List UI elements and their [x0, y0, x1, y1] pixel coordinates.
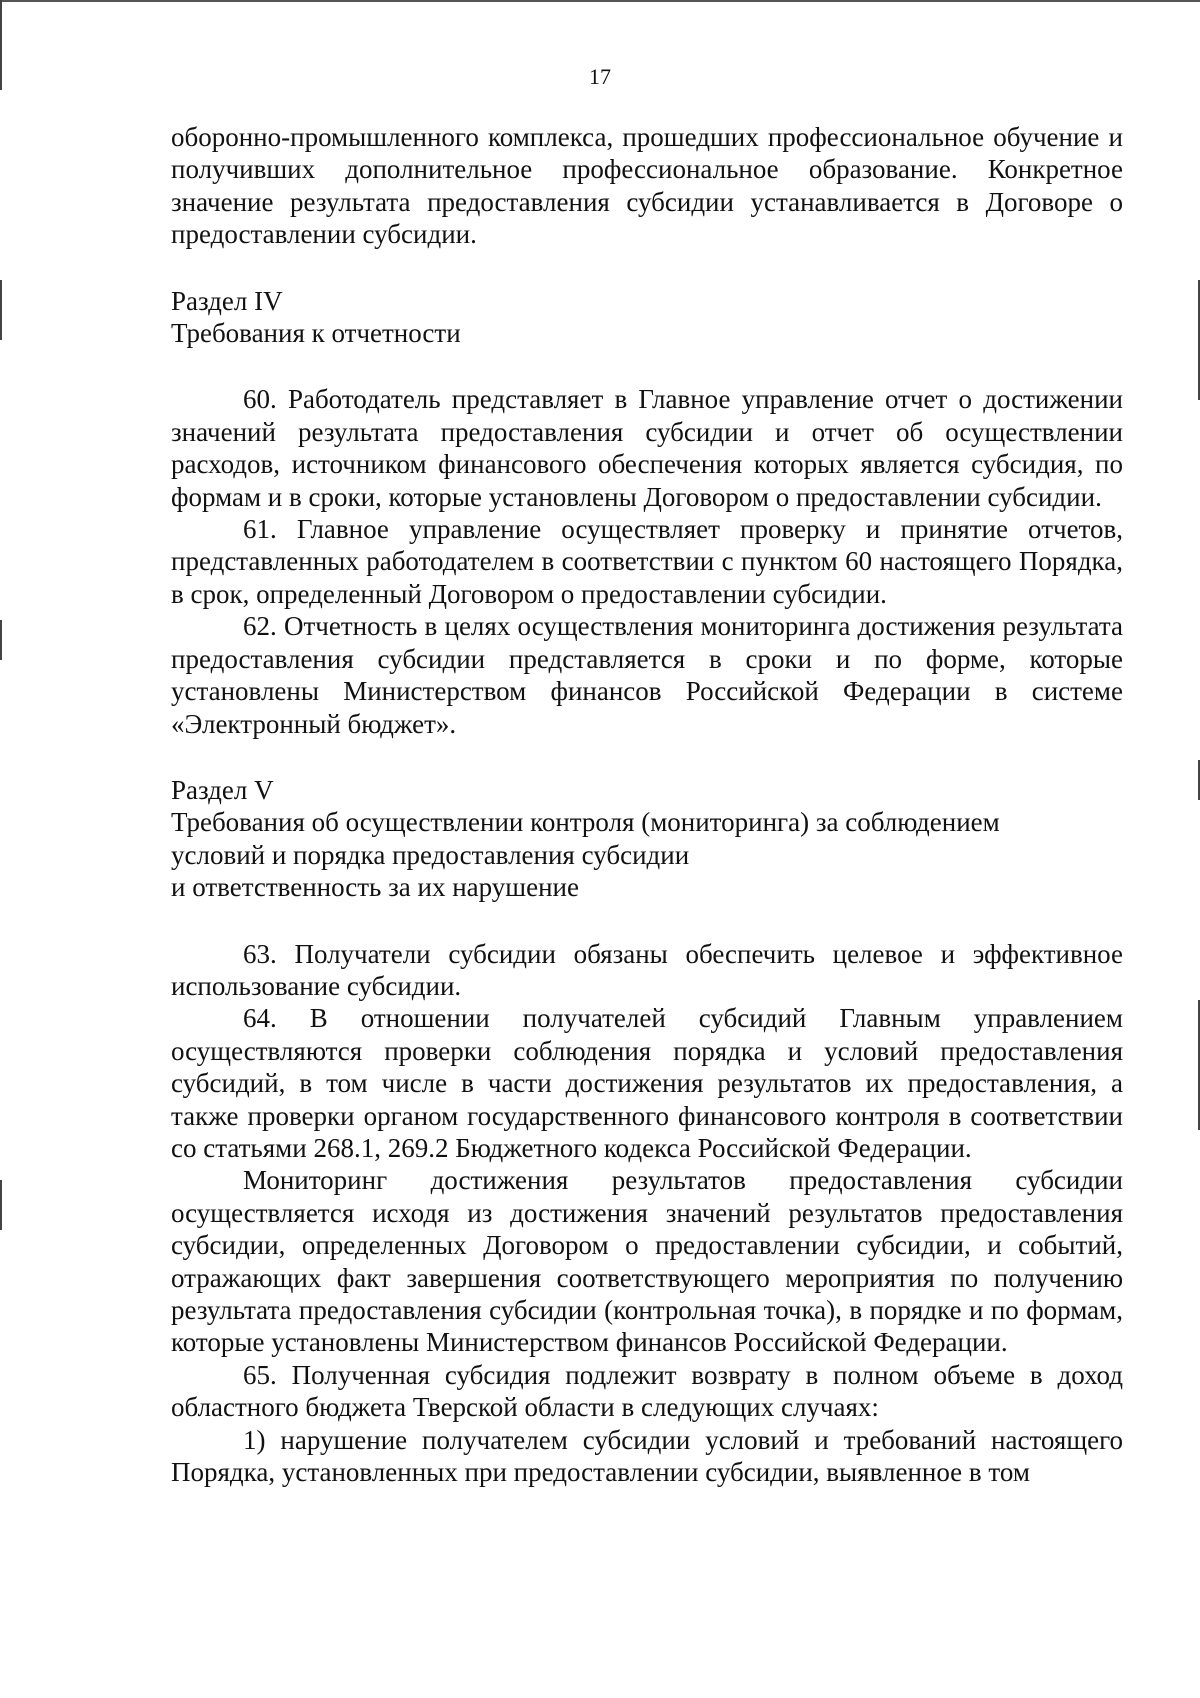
paragraph-65: 65. Полученная субсидия подлежит возврату в полном объеме в доход областного бюджета Тверской области в следующих случаях:	[171, 1359, 1123, 1423]
page-number: 17	[589, 64, 611, 89]
section-5-title-line-2: условий и порядка предоставления субсидии	[171, 839, 690, 870]
paragraph-65-item-1: 1) нарушение получателем субсидии условий и требований настоящего Порядка, установленных при предоставлении субсидии, выявленное в том	[171, 1424, 1123, 1488]
paragraph-62: 62. Отчетность в целях осуществления мониторинга достижения результата предоставления субсидии представляется в сроки и по форме, которые установлены Министерством финансов Российской Федерации в системе «Электронный бюджет».	[171, 611, 1123, 739]
left-edge-mark	[0, 1180, 2, 1230]
paragraph-63: 63. Получатели субсидии обязаны обеспечить целевое и эффективное использование субсидии.	[171, 938, 1123, 1001]
section-5-title-line-1: Требования об осуществлении контроля (мониторинга) за соблюдением	[171, 807, 1000, 838]
top-edge-rule	[0, 0, 1200, 2]
paragraph-continuation: оборонно-промышленного комплекса, прошедших профессиональное обучение и получивших дополнительное профессиональное образование. Конкретное значение результата предоставления субсидии устанавливается в Договоре о предоставлении субсидии.	[171, 122, 1123, 250]
paragraph-60: 60. Работодатель представляет в Главное управление отчет о достижении значений результата предоставления субсидии и отчет об осуществлении расходов, источником финансового обеспечения которых является субсидия, по формам и в сроки, которые установлены Договором о предоставлении субсидии.	[171, 384, 1123, 512]
document-body	[171, 121, 1123, 1488]
paragraph-61: 61. Главное управление осуществляет проверку и принятие отчетов, представленных работодателем в соответствии с пунктом 60 настоящего Порядка, в срок, определенный Договором о предоставлении субсидии.	[171, 514, 1123, 609]
left-edge-mark	[0, 620, 2, 660]
section-4-title: Требования к отчетности	[171, 318, 461, 349]
paragraph-monitoring: Мониторинг достижения результатов предоставления субсидии осуществляется исходя из достижения значений результатов предоставления субсидии, определенных Договором о предоставлении субсидии, и событий, отражающих факт завершения соответствующего мероприятия по получению результата предоставления субсидии (контрольная точка), в порядке и по формам, которые установлены Министерством финансов Российской Федерации.	[171, 1165, 1123, 1358]
section-5-label: Раздел V	[171, 774, 274, 805]
paragraph-64: 64. В отношении получателей субсидий Главным управлением осуществляются проверки соблюдения порядка и условий предоставления субсидий, в том числе в части достижения результатов их предоставления, а также проверки органом государственного финансового контроля в соответствии со статьями 268.1, 269.2 Бюджетного кодекса Российской Федерации.	[171, 1003, 1123, 1163]
left-edge-mark	[0, 280, 2, 340]
section-4-label: Раздел IV	[171, 285, 283, 316]
section-5-title-line-3: и ответственность за их нарушение	[171, 872, 579, 903]
